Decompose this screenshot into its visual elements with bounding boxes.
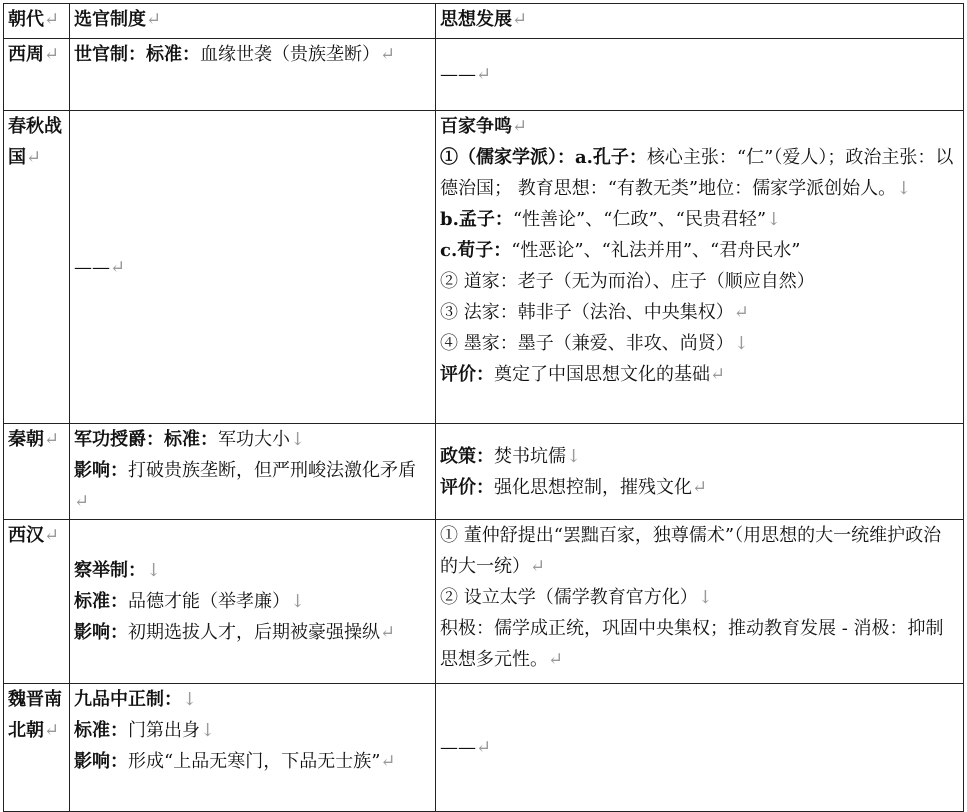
- dynasty-cell: 秦朝↵: [4, 424, 70, 520]
- thought-line: ② 道家：老子（无为而治）、庄子（顺应自然）: [440, 271, 815, 292]
- selection-line: 九品中正制：↓: [74, 689, 198, 710]
- dynasty-cell: 春秋战国↵: [4, 111, 70, 424]
- selection-line: 标准：品德才能（举孝廉）↓: [74, 591, 306, 612]
- thought-line: ④ 墨家：墨子（兼爱、非攻、尚贤）↓: [440, 333, 749, 354]
- selection-cell: [70, 424, 436, 520]
- thought-line: ② 设立太学（儒学教育官方化）↓: [440, 587, 713, 608]
- thought-line: ③ 法家：韩非子（法治、中央集权）↵: [440, 302, 749, 323]
- thought-cell: [436, 111, 964, 424]
- dynasty-cell: 西汉↵: [4, 520, 70, 684]
- header-row: [4, 4, 964, 39]
- thought-line: 政策：焚书坑儒↓: [440, 445, 582, 467]
- selection-cell-empty: ——↵: [70, 111, 436, 424]
- selection-cell: [70, 684, 436, 812]
- selection-line: 标准：门第出身↓: [74, 720, 216, 741]
- dynasty-cell: 西周↵: [4, 39, 70, 111]
- dynasty-cell: 魏晋南北朝↵: [4, 684, 70, 812]
- table-row: [4, 424, 964, 520]
- history-table: [3, 3, 964, 812]
- thought-cell: [436, 520, 964, 684]
- thought-line: c.荀子：“性恶论”、“礼法并用”、“君舟民水”: [440, 240, 801, 261]
- thought-line: ①（儒家学派）：a.孔子：核心主张：“仁”（爱人）；政治主张：以德治国； 教育思想：“有教无类”地位：儒家学派创始人。↓: [440, 147, 954, 199]
- selection-cell: 世官制：标准：血缘世袭（贵族垄断）↵: [70, 39, 436, 111]
- thought-cell-empty: ——↵: [436, 39, 964, 111]
- selection-line: 察举制：↓: [74, 560, 162, 581]
- header-selection: 选官制度↵: [70, 4, 436, 39]
- thought-cell-empty: ——↵: [436, 684, 964, 812]
- thought-cell: [436, 424, 964, 520]
- table-row: [4, 520, 964, 684]
- table-row: [4, 684, 964, 812]
- thought-line: b.孟子：“性善论”、“仁政”、“民贵君轻”↓: [440, 209, 782, 230]
- table-row: [4, 111, 964, 424]
- thought-line: 评价：奠定了中国思想文化的基础↵: [440, 364, 726, 385]
- selection-line: 影响：打破贵族垄断，但严刑峻法激化矛盾↵: [74, 460, 416, 512]
- thought-line: ① 董仲舒提出“罢黜百家，独尊儒术”（用思想的大一统维护政治的大一统）↵: [440, 525, 942, 577]
- thought-line: 百家争鸣↵: [440, 116, 528, 137]
- selection-line: 影响：初期选拔人才，后期被豪强操纵↵: [74, 622, 396, 643]
- selection-cell: [70, 520, 436, 684]
- header-thought: 思想发展↵: [436, 4, 964, 39]
- selection-line: 影响：形成“上品无寒门，下品无士族”↵: [74, 751, 396, 772]
- header-dynasty: 朝代↵: [4, 4, 70, 39]
- thought-line: 评价：强化思想控制，摧残文化↵: [440, 476, 708, 498]
- selection-line: 军功授爵：标准：军功大小↓: [74, 429, 306, 450]
- thought-line: 积极：儒学成正统，巩固中央集权；推动教育发展 - 消极：抑制思想多元性。↵: [440, 618, 944, 670]
- table-row: [4, 39, 964, 111]
